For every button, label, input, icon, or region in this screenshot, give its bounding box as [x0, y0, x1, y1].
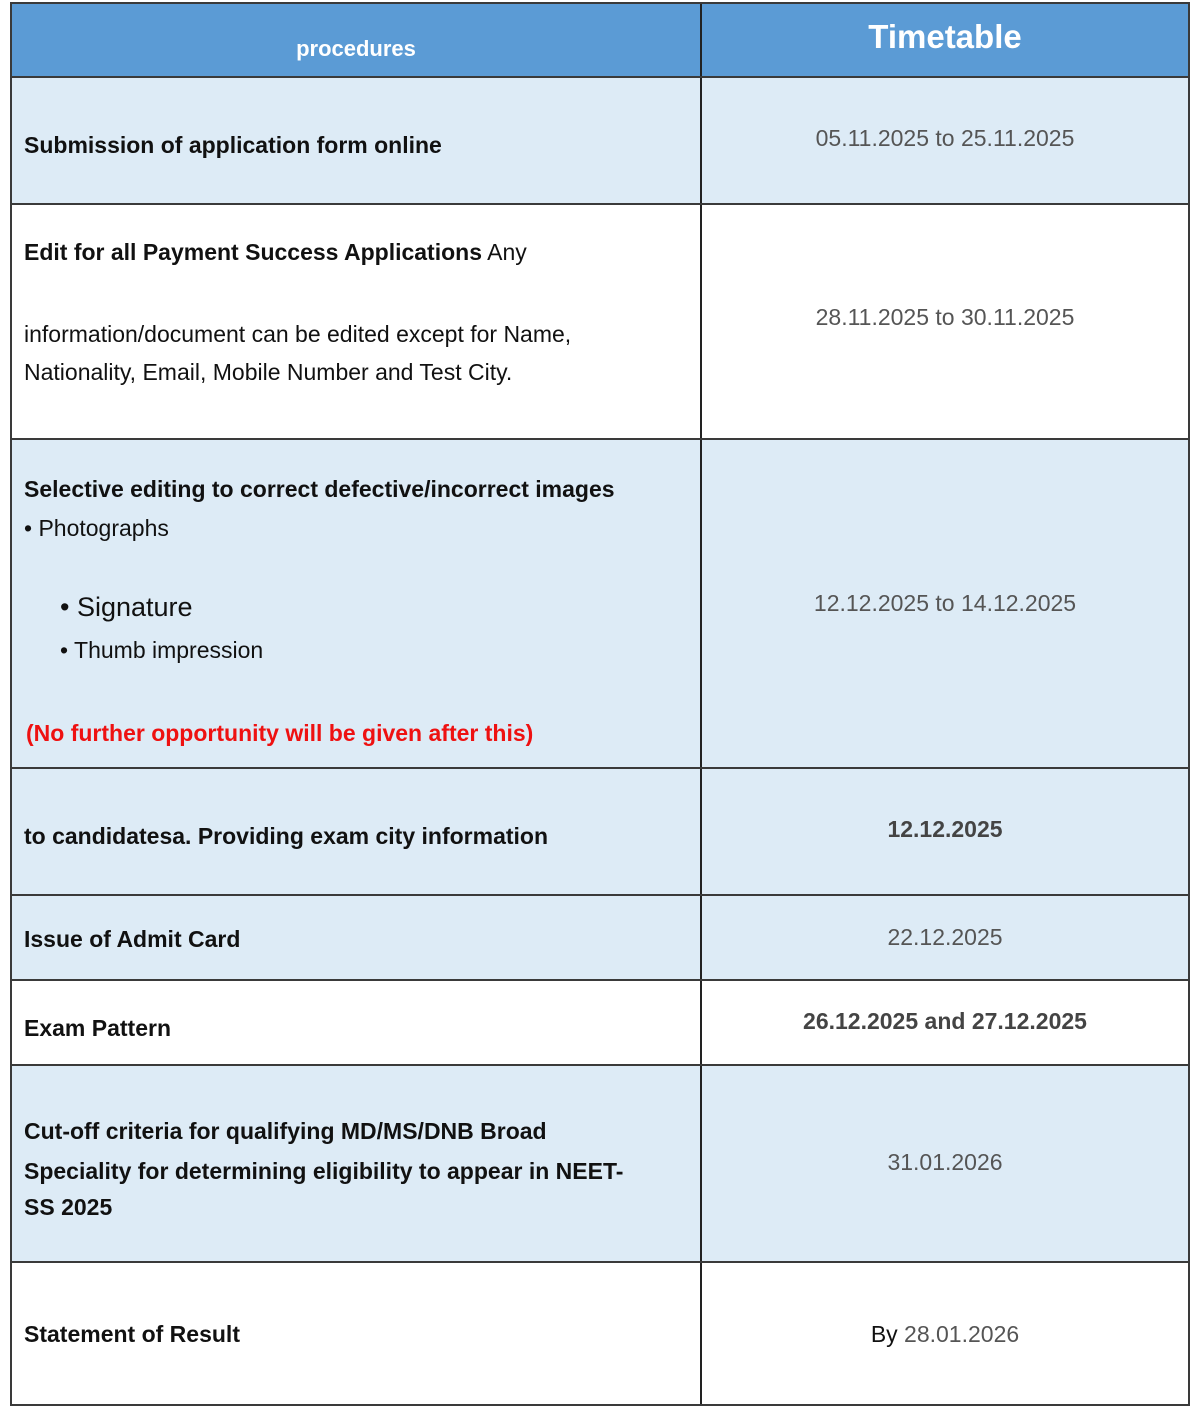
procedure-cell: [12, 205, 702, 438]
timetable-text: 28.11.2025 to 30.11.2025: [815, 304, 1075, 330]
table-row: [12, 203, 1188, 438]
procedure-text-inline: Any: [482, 239, 527, 265]
timetable-cell: [702, 205, 1188, 438]
procedure-text-line3: Nationality, Email, Mobile Number and Test City.: [24, 359, 513, 385]
procedure-text-line2: Speciality for determining eligibility to appear in NEET-: [24, 1157, 624, 1184]
table-row: [12, 979, 1188, 1064]
timetable-text: 12.12.2025: [887, 816, 1003, 842]
procedure-cell: [12, 896, 702, 979]
timetable-cell: [702, 440, 1188, 767]
procedure-cell: [12, 981, 702, 1064]
table-row: [12, 894, 1188, 979]
procedure-cell: [12, 440, 702, 767]
procedure-cell: [12, 78, 702, 203]
timetable-text: 05.11.2025 to 25.11.2025: [815, 125, 1075, 151]
procedure-text-line2: information/document can be edited except for Name,: [24, 321, 572, 347]
timetable-date1: 26.12.2025: [803, 1008, 919, 1034]
timetable-cell: [702, 1066, 1188, 1261]
timetable-date2: 27.12.2025: [971, 1008, 1087, 1034]
procedure-text: Statement of Result: [24, 1321, 240, 1347]
header-procedures-label: procedures: [296, 36, 416, 61]
procedure-text: Exam Pattern: [24, 1015, 172, 1041]
procedure-text-line1: Cut-off criteria for qualifying MD/MS/DNB Broad: [24, 1117, 547, 1144]
header-cell-timetable: [702, 4, 1188, 76]
timetable-and: and: [918, 1008, 972, 1034]
timetable-date: 28.01.2026: [904, 1321, 1020, 1347]
procedure-text: Submission of application form online: [24, 132, 442, 158]
warning-text: (No further opportunity will be given after this): [26, 720, 534, 746]
bullet-thumb-impression: • Thumb impression: [60, 637, 264, 663]
table-row: [12, 1261, 1188, 1404]
table-header-row: [12, 4, 1188, 76]
procedure-cell: [12, 1066, 702, 1261]
bullet-photographs: • Photographs: [24, 515, 169, 541]
timetable-cell: [702, 769, 1188, 894]
table-row: [12, 76, 1188, 203]
header-timetable-label: Timetable: [868, 18, 1022, 55]
procedure-cell: [12, 1263, 702, 1404]
timetable-cell: [702, 1263, 1188, 1404]
timetable-text: 31.01.2026: [887, 1149, 1003, 1175]
header-cell-procedures: [12, 4, 702, 76]
timetable-text: 22.12.2025: [887, 924, 1003, 950]
procedure-text: Selective editing to correct defective/incorrect images: [24, 476, 615, 502]
table-row: [12, 767, 1188, 894]
timetable-table: [10, 2, 1190, 1406]
timetable-text: 12.12.2025 to 14.12.2025: [813, 590, 1077, 616]
table-row: [12, 438, 1188, 767]
procedure-cell: [12, 769, 702, 894]
timetable-prefix: By: [870, 1321, 905, 1347]
procedure-text: Issue of Admit Card: [24, 926, 241, 952]
procedure-text-line3: SS 2025: [24, 1193, 113, 1220]
timetable-cell: [702, 981, 1188, 1064]
table-row: [12, 1064, 1188, 1261]
procedure-text-bold: Edit for all Payment Success Applications: [24, 239, 483, 265]
bullet-signature: • Signature: [60, 592, 193, 622]
procedure-text: to candidatesa. Providing exam city information: [24, 823, 549, 849]
timetable-cell: [702, 78, 1188, 203]
timetable-cell: [702, 896, 1188, 979]
